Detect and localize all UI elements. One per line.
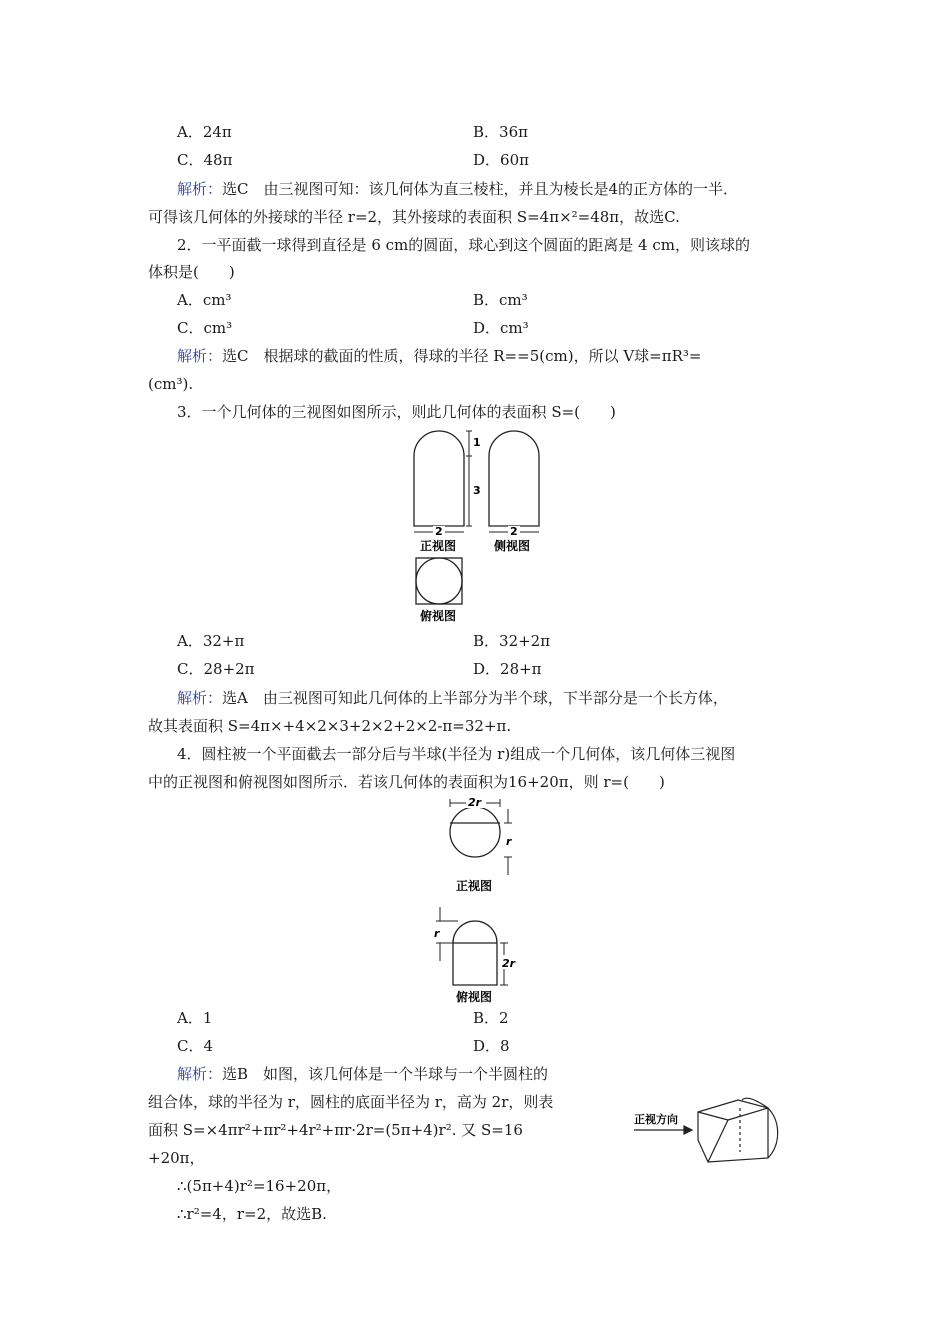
dim-r-label: r: [506, 835, 512, 848]
three-view-figure: [400, 428, 550, 628]
option-d: D．8: [473, 1037, 510, 1055]
solution-text: +20π，: [148, 1149, 205, 1167]
option-b: B．36π: [473, 123, 528, 141]
dim-2r-label: 2r: [468, 796, 482, 809]
option-a: A．32+π: [177, 632, 245, 650]
top-view-caption: 俯视图: [456, 990, 493, 1004]
solution-line: [177, 346, 701, 366]
solution-line: [177, 1064, 548, 1084]
top-view-caption: 俯视图: [420, 609, 457, 623]
option-b: B．32+2π: [473, 632, 551, 650]
solution-text: ∴r²=4，r=2，故选B.: [177, 1205, 327, 1223]
front-view-caption: 正视图: [456, 879, 493, 893]
view-direction-label: 正视方向: [634, 1113, 678, 1126]
solution-text: 可得该几何体的外接球的半径 r=2，其外接球的表面积 S=4π×²=48π，故选C.: [148, 208, 680, 226]
solution-text: 组合体，球的半径为 r，圆柱的底面半径为 r，高为 2r，则表: [148, 1093, 554, 1111]
solution-text: 面积 S=×4πr²+πr²+4r²+πr·2r=(5π+4)r². 又 S=16: [148, 1121, 523, 1139]
question-stem: 3．一个几何体的三视图如图所示，则此几何体的表面积 S=( ): [177, 403, 616, 421]
solid-3d-drawing: [630, 1090, 815, 1170]
question-stem: 中的正视图和俯视图如图所示．若该几何体的表面积为16+20π，则 r=( ): [148, 773, 665, 791]
top-view-circle: [416, 558, 462, 604]
dim-2r-label: 2r: [502, 957, 516, 970]
solution-text: 选A 由三视图可知此几何体的上半部分为半个球，下半部分是一个长方体，: [222, 689, 728, 707]
solution-text: 故其表面积 S=4π×+4×2×3+2×2+2×2-π=32+π.: [148, 717, 512, 735]
option-a: A．24π: [177, 123, 232, 141]
q4-three-view-figure: [428, 795, 528, 1005]
option-d: D．cm³: [473, 319, 529, 337]
question-stem: 4．圆柱被一个平面截去一部分后与半球(半径为 r)组成一个几何体，该几何体三视图: [177, 745, 736, 763]
dim-width-label: 2: [435, 525, 443, 538]
front-view-caption: 正视图: [420, 539, 457, 553]
hemisphere: [768, 1108, 778, 1158]
option-c: C．4: [177, 1037, 214, 1055]
option-c: C．28+2π: [177, 660, 255, 678]
dim-r-label: r: [434, 927, 440, 940]
option-c: C．cm³: [177, 319, 233, 337]
q4-three-view-drawing: [428, 795, 528, 1005]
question-stem: 2．一平面截一球得到直径是 6 cm的圆面，球心到这个圆面的距离是 4 cm，则该球的: [177, 236, 750, 254]
solution-text: 选C 由三视图可知：该几何体为直三棱柱，并且为棱长是4的正方体的一半．: [222, 180, 739, 198]
option-d: D．28+π: [473, 660, 542, 678]
option-a: A．cm³: [177, 291, 232, 309]
solution-text: 选C 根据球的截面的性质，得球的半径 R==5(cm)，所以 V球=πR³=: [222, 347, 702, 365]
option-a: A．1: [177, 1009, 213, 1027]
solid-3d-figure: [630, 1090, 815, 1170]
three-view-drawing: [400, 428, 550, 628]
front-view-shape: [414, 431, 464, 526]
solution-line: [177, 688, 728, 708]
side-view-shape: [489, 431, 539, 526]
solution-line: [177, 179, 738, 199]
solution-label: 解析：: [177, 689, 223, 707]
question-stem: 体积是( ): [148, 263, 235, 281]
solution-label: 解析：: [177, 1065, 223, 1083]
top-view-shape: [453, 921, 497, 985]
option-c: C．48π: [177, 151, 233, 169]
dim-width-label: 2: [510, 525, 518, 538]
solution-label: 解析：: [177, 347, 223, 365]
side-view-caption: 侧视图: [494, 539, 531, 553]
solution-text: 选B 如图，该几何体是一个半球与一个半圆柱的: [222, 1065, 549, 1083]
solution-text: (cm³).: [148, 375, 194, 393]
option-d: D．60π: [473, 151, 529, 169]
solution-label: 解析：: [177, 180, 223, 198]
option-b: B．cm³: [473, 291, 528, 309]
dim-height-label: 3: [473, 484, 481, 497]
front-view-circle: [450, 807, 500, 857]
half-cylinder: [698, 1100, 768, 1162]
solution-text: ∴(5π+4)r²=16+20π，: [177, 1177, 342, 1195]
option-b: B．2: [473, 1009, 509, 1027]
dim-top-label: 1: [473, 436, 481, 449]
